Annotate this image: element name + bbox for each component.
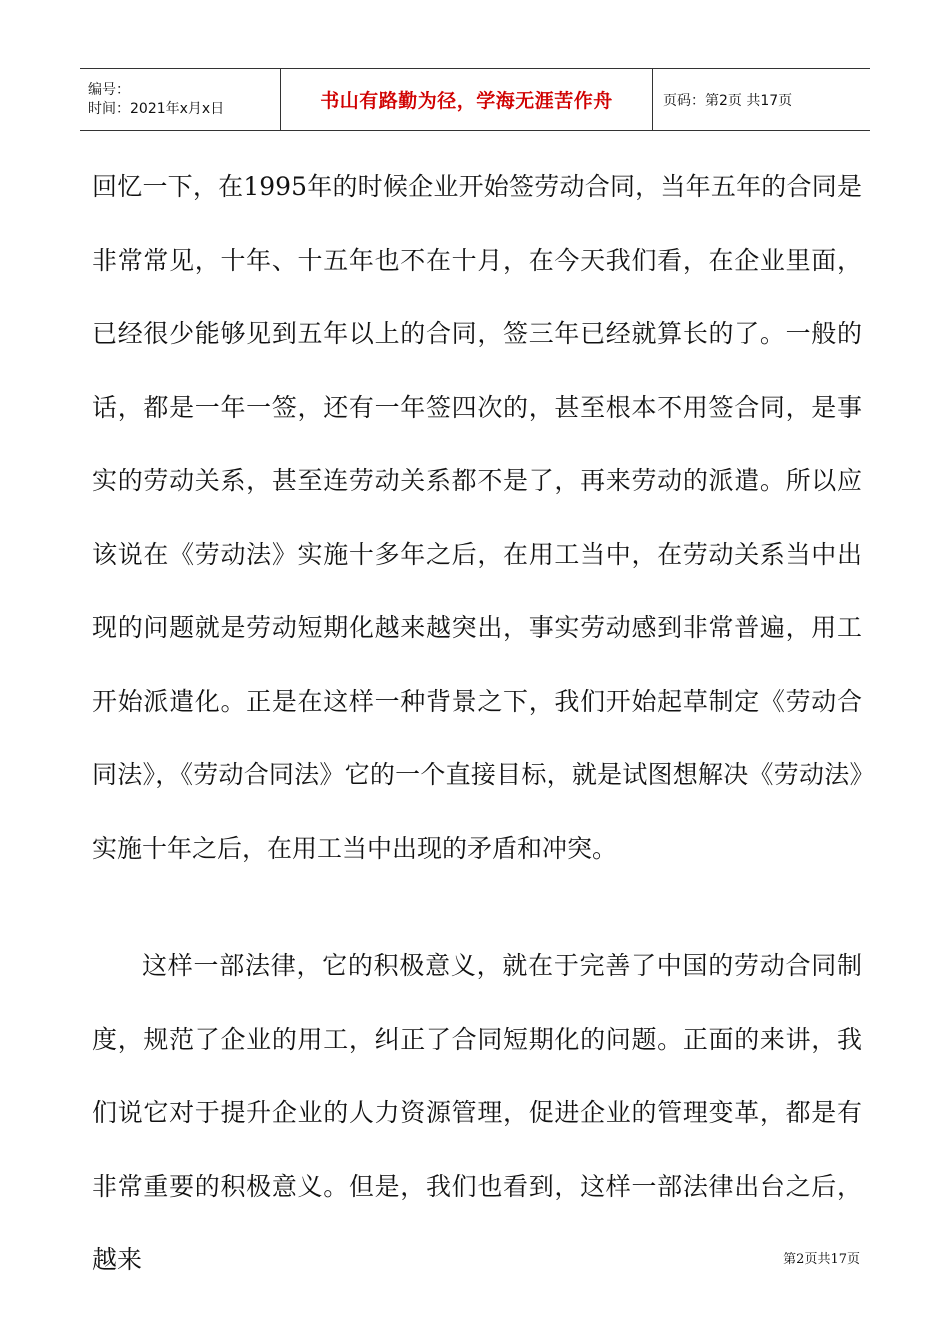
page-header: [80, 68, 870, 131]
document-number-label: 编号：: [88, 81, 130, 98]
paragraph-1: 回忆一下，在1995年的时候企业开始签劳动合同，当年五年的合同是非常常见，十年、十五年也不在十月，在今天我们看，在企业里面，已经很少能够见到五年以上的合同，签三年已经就算长的了。一般的话，都是一年一签，还有一年签四次的，甚至根本不用签合同，是事实的劳动关系，甚至连劳动关系都不是了，再来劳动的派遣。所以应该说在《劳动法》实施十多年之后，在用工当中，在劳动关系当中出现的问题就是劳动短期化越来越突出，事实劳动感到非常普遍，用工开始派遣化。正是在这样一种背景之下，我们开始起草制定《劳动合同法》，《劳动合同法》它的一个直接目标，就是试图想解决《劳动法》实施十年之后，在用工当中出现的矛盾和冲突。: [92, 172, 862, 863]
document-body: [92, 150, 862, 1297]
page-footer: 第2页共17页: [783, 1252, 860, 1267]
paragraph-2: 这样一部法律，它的积极意义，就在于完善了中国的劳动合同制度，规范了企业的用工，纠正了合同短期化的问题。正面的来讲，我们说它对于提升企业的人力资源管理，促进企业的管理变革，都是有非常重要的积极意义。但是，我们也看到，这样一部法律出台之后，越来: [92, 951, 862, 1274]
header-meta: [80, 69, 281, 130]
document-date: 时间：2021年x月x日: [88, 100, 225, 117]
paragraph-spacer: [92, 885, 862, 929]
header-motto: 书山有路勤为径，学海无涯苦作舟: [281, 69, 653, 130]
header-page-info: 页码：第2页 共17页: [663, 92, 793, 109]
